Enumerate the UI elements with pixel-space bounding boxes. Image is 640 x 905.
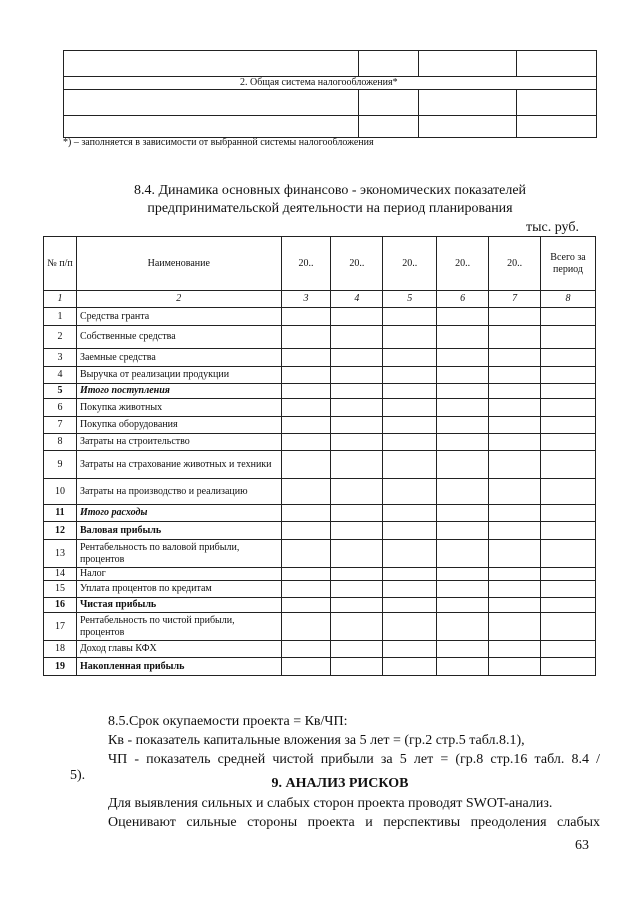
- value-cell: [331, 641, 383, 658]
- header-row: [44, 237, 596, 291]
- row-number: 5: [44, 384, 77, 399]
- value-cell: [281, 417, 331, 434]
- section-9-title: 9. АНАЛИЗ РИСКОВ: [271, 776, 409, 791]
- value-cell: [541, 658, 596, 676]
- table-row: [44, 326, 596, 349]
- table-row: [44, 434, 596, 451]
- value-cell: [281, 658, 331, 676]
- value-cell: [331, 349, 383, 367]
- row-number: 4: [44, 367, 77, 384]
- value-cell: [541, 522, 596, 540]
- value-cell: [383, 613, 437, 641]
- value-cell: [437, 479, 489, 505]
- value-cell: [437, 434, 489, 451]
- value-cell: [383, 399, 437, 417]
- value-cell: [437, 384, 489, 399]
- footnote: *) – заполняется в зависимости от выбранной системы налогообложения: [63, 137, 374, 148]
- value-cell: [383, 641, 437, 658]
- value-cell: [331, 581, 383, 598]
- value-cell: [331, 451, 383, 479]
- payback-formula: 8.5.Срок окупаемости проекта = Кв/ЧП:: [108, 714, 348, 729]
- table-row: [44, 308, 596, 326]
- table-row: [44, 451, 596, 479]
- value-cell: [541, 308, 596, 326]
- value-cell: [437, 505, 489, 522]
- header-year: 20..: [331, 237, 383, 291]
- value-cell: [489, 641, 541, 658]
- value-cell: [331, 540, 383, 568]
- value-cell: [541, 568, 596, 581]
- section-9-line1: Для выявления сильных и слабых сторон проекта проводят SWOT-анализ.: [108, 796, 553, 811]
- value-cell: [331, 308, 383, 326]
- value-cell: [331, 384, 383, 399]
- value-cell: [383, 479, 437, 505]
- value-cell: [281, 326, 331, 349]
- value-cell: [281, 308, 331, 326]
- value-cell: [541, 349, 596, 367]
- row-number: 11: [44, 505, 77, 522]
- value-cell: [541, 417, 596, 434]
- value-cell: [489, 479, 541, 505]
- value-cell: [437, 349, 489, 367]
- value-cell: [437, 399, 489, 417]
- value-cell: [383, 658, 437, 676]
- value-cell: [331, 522, 383, 540]
- value-cell: [541, 367, 596, 384]
- row-name: Затраты на производство и реализацию: [76, 479, 281, 505]
- row-name: Итого расходы: [76, 505, 281, 522]
- value-cell: [281, 399, 331, 417]
- value-cell: [383, 568, 437, 581]
- table-row: [44, 641, 596, 658]
- row-name: Налог: [76, 568, 281, 581]
- value-cell: [489, 434, 541, 451]
- row-name: Валовая прибыль: [76, 522, 281, 540]
- value-cell: [281, 540, 331, 568]
- value-cell: [331, 479, 383, 505]
- value-cell: [489, 308, 541, 326]
- value-cell: [489, 568, 541, 581]
- value-cell: [489, 522, 541, 540]
- tax-system-label: 2. Общая система налогообложения*: [64, 77, 597, 90]
- value-cell: [331, 326, 383, 349]
- table-row: [44, 384, 596, 399]
- row-name: Покупка животных: [76, 399, 281, 417]
- value-cell: [437, 417, 489, 434]
- value-cell: [437, 598, 489, 613]
- value-cell: [437, 326, 489, 349]
- header-num: № п/п: [44, 237, 77, 291]
- value-cell: [541, 326, 596, 349]
- value-cell: [383, 434, 437, 451]
- header-year: 20..: [437, 237, 489, 291]
- kv-definition: Кв - показатель капитальные вложения за 5 лет = (гр.2 стр.5 табл.8.1),: [108, 733, 525, 748]
- table-row: [44, 367, 596, 384]
- value-cell: [383, 349, 437, 367]
- header-total: Всего за период: [541, 237, 596, 291]
- value-cell: [281, 598, 331, 613]
- value-cell: [489, 326, 541, 349]
- value-cell: [541, 479, 596, 505]
- value-cell: [383, 505, 437, 522]
- chp-definition-end: 5).: [70, 768, 86, 783]
- value-cell: [281, 349, 331, 367]
- value-cell: [331, 598, 383, 613]
- row-number: 14: [44, 568, 77, 581]
- row-number: 15: [44, 581, 77, 598]
- value-cell: [281, 367, 331, 384]
- value-cell: [541, 641, 596, 658]
- value-cell: [541, 581, 596, 598]
- value-cell: [437, 658, 489, 676]
- row-number: 10: [44, 479, 77, 505]
- column-index-row: 1 2 3 4 5 6 7 8: [44, 291, 596, 308]
- value-cell: [281, 568, 331, 581]
- row-name: Чистая прибыль: [76, 598, 281, 613]
- table-row: [44, 522, 596, 540]
- row-number: 2: [44, 326, 77, 349]
- table-row: [44, 417, 596, 434]
- value-cell: [383, 384, 437, 399]
- value-cell: [281, 581, 331, 598]
- value-cell: [541, 434, 596, 451]
- row-name: Итого поступления: [76, 384, 281, 399]
- row-name: Уплата процентов по кредитам: [76, 581, 281, 598]
- value-cell: [331, 417, 383, 434]
- row-number: 12: [44, 522, 77, 540]
- header-year: 20..: [281, 237, 331, 291]
- table-row: [44, 399, 596, 417]
- value-cell: [489, 581, 541, 598]
- value-cell: [541, 399, 596, 417]
- value-cell: [383, 367, 437, 384]
- row-name: Собственные средства: [76, 326, 281, 349]
- value-cell: [281, 522, 331, 540]
- value-cell: [281, 434, 331, 451]
- row-number: 9: [44, 451, 77, 479]
- value-cell: [489, 598, 541, 613]
- value-cell: [541, 505, 596, 522]
- top-tax-table: [63, 50, 597, 138]
- value-cell: [489, 505, 541, 522]
- row-number: 13: [44, 540, 77, 568]
- value-cell: [331, 658, 383, 676]
- row-name: Рентабельность по чистой прибыли, процентов: [76, 613, 281, 641]
- value-cell: [437, 641, 489, 658]
- row-number: 3: [44, 349, 77, 367]
- value-cell: [489, 658, 541, 676]
- value-cell: [489, 540, 541, 568]
- value-cell: [383, 598, 437, 613]
- row-name: Выручка от реализации продукции: [76, 367, 281, 384]
- table-row: [44, 505, 596, 522]
- value-cell: [489, 399, 541, 417]
- value-cell: [383, 451, 437, 479]
- chp-definition: ЧП - показатель средней чистой прибыли за 5 лет = (гр.8 стр.16 табл. 8.4 /: [108, 752, 600, 767]
- value-cell: [281, 641, 331, 658]
- value-cell: [541, 384, 596, 399]
- table-row: [44, 581, 596, 598]
- value-cell: [489, 384, 541, 399]
- value-cell: [281, 384, 331, 399]
- value-cell: [489, 367, 541, 384]
- value-cell: [331, 613, 383, 641]
- row-number: 16: [44, 598, 77, 613]
- row-number: 6: [44, 399, 77, 417]
- header-name: Наименование: [76, 237, 281, 291]
- page-number: 63: [575, 838, 589, 853]
- unit-label: тыс. руб.: [526, 220, 579, 235]
- row-name: Накопленная прибыль: [76, 658, 281, 676]
- value-cell: [383, 581, 437, 598]
- value-cell: [489, 451, 541, 479]
- value-cell: [383, 326, 437, 349]
- value-cell: [437, 451, 489, 479]
- row-number: 1: [44, 308, 77, 326]
- value-cell: [489, 613, 541, 641]
- value-cell: [541, 613, 596, 641]
- value-cell: [541, 540, 596, 568]
- value-cell: [331, 434, 383, 451]
- value-cell: [437, 522, 489, 540]
- value-cell: [331, 568, 383, 581]
- value-cell: [281, 613, 331, 641]
- row-number: 8: [44, 434, 77, 451]
- row-name: Рентабельность по валовой прибыли, процентов: [76, 540, 281, 568]
- value-cell: [331, 399, 383, 417]
- row-name: Заемные средства: [76, 349, 281, 367]
- row-number: 19: [44, 658, 77, 676]
- value-cell: [489, 349, 541, 367]
- row-name: Покупка оборудования: [76, 417, 281, 434]
- value-cell: [281, 505, 331, 522]
- value-cell: [541, 451, 596, 479]
- table-row: [44, 613, 596, 641]
- value-cell: [541, 598, 596, 613]
- value-cell: [489, 417, 541, 434]
- section-9-line2: Оценивают сильные стороны проекта и перспективы преодоления слабых: [108, 815, 600, 830]
- value-cell: [331, 367, 383, 384]
- value-cell: [383, 540, 437, 568]
- value-cell: [437, 308, 489, 326]
- row-number: 17: [44, 613, 77, 641]
- row-name: Доход главы КФХ: [76, 641, 281, 658]
- value-cell: [331, 505, 383, 522]
- value-cell: [383, 308, 437, 326]
- row-name: Средства гранта: [76, 308, 281, 326]
- table-row: [44, 540, 596, 568]
- value-cell: [437, 568, 489, 581]
- row-number: 18: [44, 641, 77, 658]
- table-row: [44, 598, 596, 613]
- value-cell: [437, 540, 489, 568]
- table-row: [44, 568, 596, 581]
- row-name: Затраты на страхование животных и техники: [76, 451, 281, 479]
- value-cell: [281, 479, 331, 505]
- value-cell: [383, 417, 437, 434]
- indicators-table: [43, 236, 596, 676]
- value-cell: [437, 581, 489, 598]
- row-name: Затраты на строительство: [76, 434, 281, 451]
- value-cell: [383, 522, 437, 540]
- header-year: 20..: [383, 237, 437, 291]
- value-cell: [437, 613, 489, 641]
- row-number: 7: [44, 417, 77, 434]
- table-row: [44, 479, 596, 505]
- header-year: 20..: [489, 237, 541, 291]
- value-cell: [281, 451, 331, 479]
- section-8-4-title: 8.4. Динамика основных финансово - экономических показателей предпринимательской деятельности на период планирования: [133, 183, 527, 216]
- value-cell: [437, 367, 489, 384]
- table-row: [44, 349, 596, 367]
- table-row: [44, 658, 596, 676]
